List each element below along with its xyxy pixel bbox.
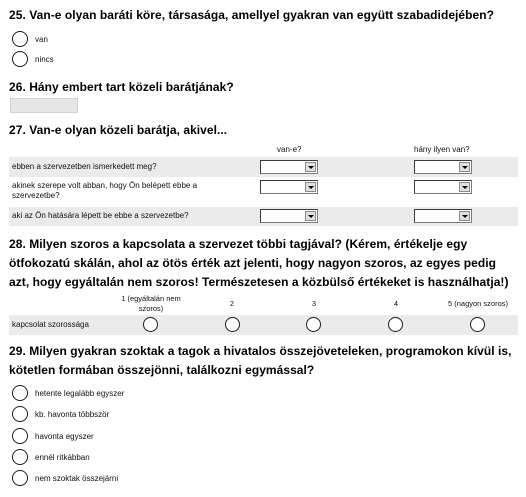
- chevron-down-icon: [305, 182, 316, 192]
- scale-radio-1[interactable]: [143, 317, 158, 332]
- row-label: ebben a szervezetben ismerkedett meg?: [12, 162, 157, 171]
- row-label: akinek szerepe volt abban, hogy Ön belépett ebbe a szervezetbe?: [12, 181, 198, 200]
- scale-header-5: 5 (nagyon szoros): [447, 299, 509, 308]
- question-29-title-line-2: kötetlen formában összejönni, találkozni egymással?: [9, 363, 315, 377]
- option-label: havonta egyszer: [35, 431, 94, 441]
- radio-button[interactable]: [12, 449, 28, 465]
- row-label: aki az Ön hatására lépett be ebbe a szervezetbe?: [12, 211, 189, 220]
- radio-button[interactable]: [12, 428, 28, 444]
- scale-radio-3[interactable]: [306, 317, 321, 332]
- option-label: hetente legalább egyszer: [35, 388, 125, 398]
- option-monthly-once[interactable]: [12, 427, 94, 445]
- option-label: nincs: [35, 54, 54, 64]
- question-26-title: 26. Hány embert tart közeli barátjának?: [9, 80, 234, 94]
- option-label: van: [35, 34, 48, 44]
- radio-button[interactable]: [12, 406, 28, 422]
- van-e-select-3[interactable]: [260, 209, 318, 223]
- chevron-down-icon: [459, 162, 470, 172]
- option-weekly[interactable]: [12, 384, 124, 402]
- chevron-down-icon: [305, 211, 316, 221]
- scale-header-4: 4: [393, 299, 399, 308]
- scale-radio-2[interactable]: [225, 317, 240, 332]
- scale-header-3: 3: [311, 299, 317, 308]
- radio-button[interactable]: [12, 31, 28, 47]
- chevron-down-icon: [305, 162, 316, 172]
- radio-button[interactable]: [12, 385, 28, 401]
- option-van[interactable]: [12, 30, 48, 48]
- chevron-down-icon: [459, 182, 470, 192]
- friend-count-input[interactable]: [10, 98, 78, 113]
- option-rarer[interactable]: [12, 448, 90, 466]
- hany-select-3[interactable]: [414, 209, 472, 223]
- table-row: [9, 315, 518, 335]
- question-28-title-line-2: ötfokozatú skálán, ahol az ötös érték azt jelenti, hogy nagyon szoros, az egyes pedig: [9, 256, 497, 270]
- scale-radio-4[interactable]: [388, 317, 403, 332]
- option-monthly-several[interactable]: [12, 405, 109, 423]
- question-29-title-line-1: 29. Milyen gyakran szoktak a tagok a hivatalos összejöveteleken, programokon kívül is,: [9, 344, 512, 358]
- question-27-title: 27. Van-e olyan közeli barátja, akivel...: [9, 123, 228, 137]
- chevron-down-icon: [459, 211, 470, 221]
- van-e-select-2[interactable]: [260, 180, 318, 194]
- question-28-title-line-3: azt, hogy egyáltalán nem szoros! Természetesen a közbülső értékeket is használhatja!): [9, 275, 509, 289]
- scale-radio-5[interactable]: [470, 317, 485, 332]
- question-28-title-line-1: 28. Milyen szoros a kapcsolata a szervezet többi tagjával? (Kérem, értékelje egy: [9, 237, 468, 251]
- scale-header-2: 2: [229, 299, 235, 308]
- option-label: ennél ritkábban: [35, 452, 90, 462]
- scale-header-1: 1 (egyáltalán nem szoros): [121, 294, 181, 313]
- van-e-select-1[interactable]: [260, 160, 318, 174]
- column-header-van-e: van-e?: [277, 145, 302, 154]
- option-label: nem szoktak összejárni: [35, 473, 119, 483]
- row-label: kapcsolat szorossága: [12, 320, 89, 329]
- column-header-hany: hány ilyen van?: [414, 145, 470, 154]
- option-never[interactable]: [12, 469, 118, 487]
- hany-select-2[interactable]: [414, 180, 472, 194]
- option-nincs[interactable]: [12, 50, 54, 68]
- hany-select-1[interactable]: [414, 160, 472, 174]
- radio-button[interactable]: [12, 470, 28, 486]
- radio-button[interactable]: [12, 51, 28, 67]
- option-label: kb. havonta többször: [35, 409, 110, 419]
- question-25-title: 25. Van-e olyan baráti köre, társasága, amellyel gyakran van együtt szabadidejében?: [9, 8, 495, 22]
